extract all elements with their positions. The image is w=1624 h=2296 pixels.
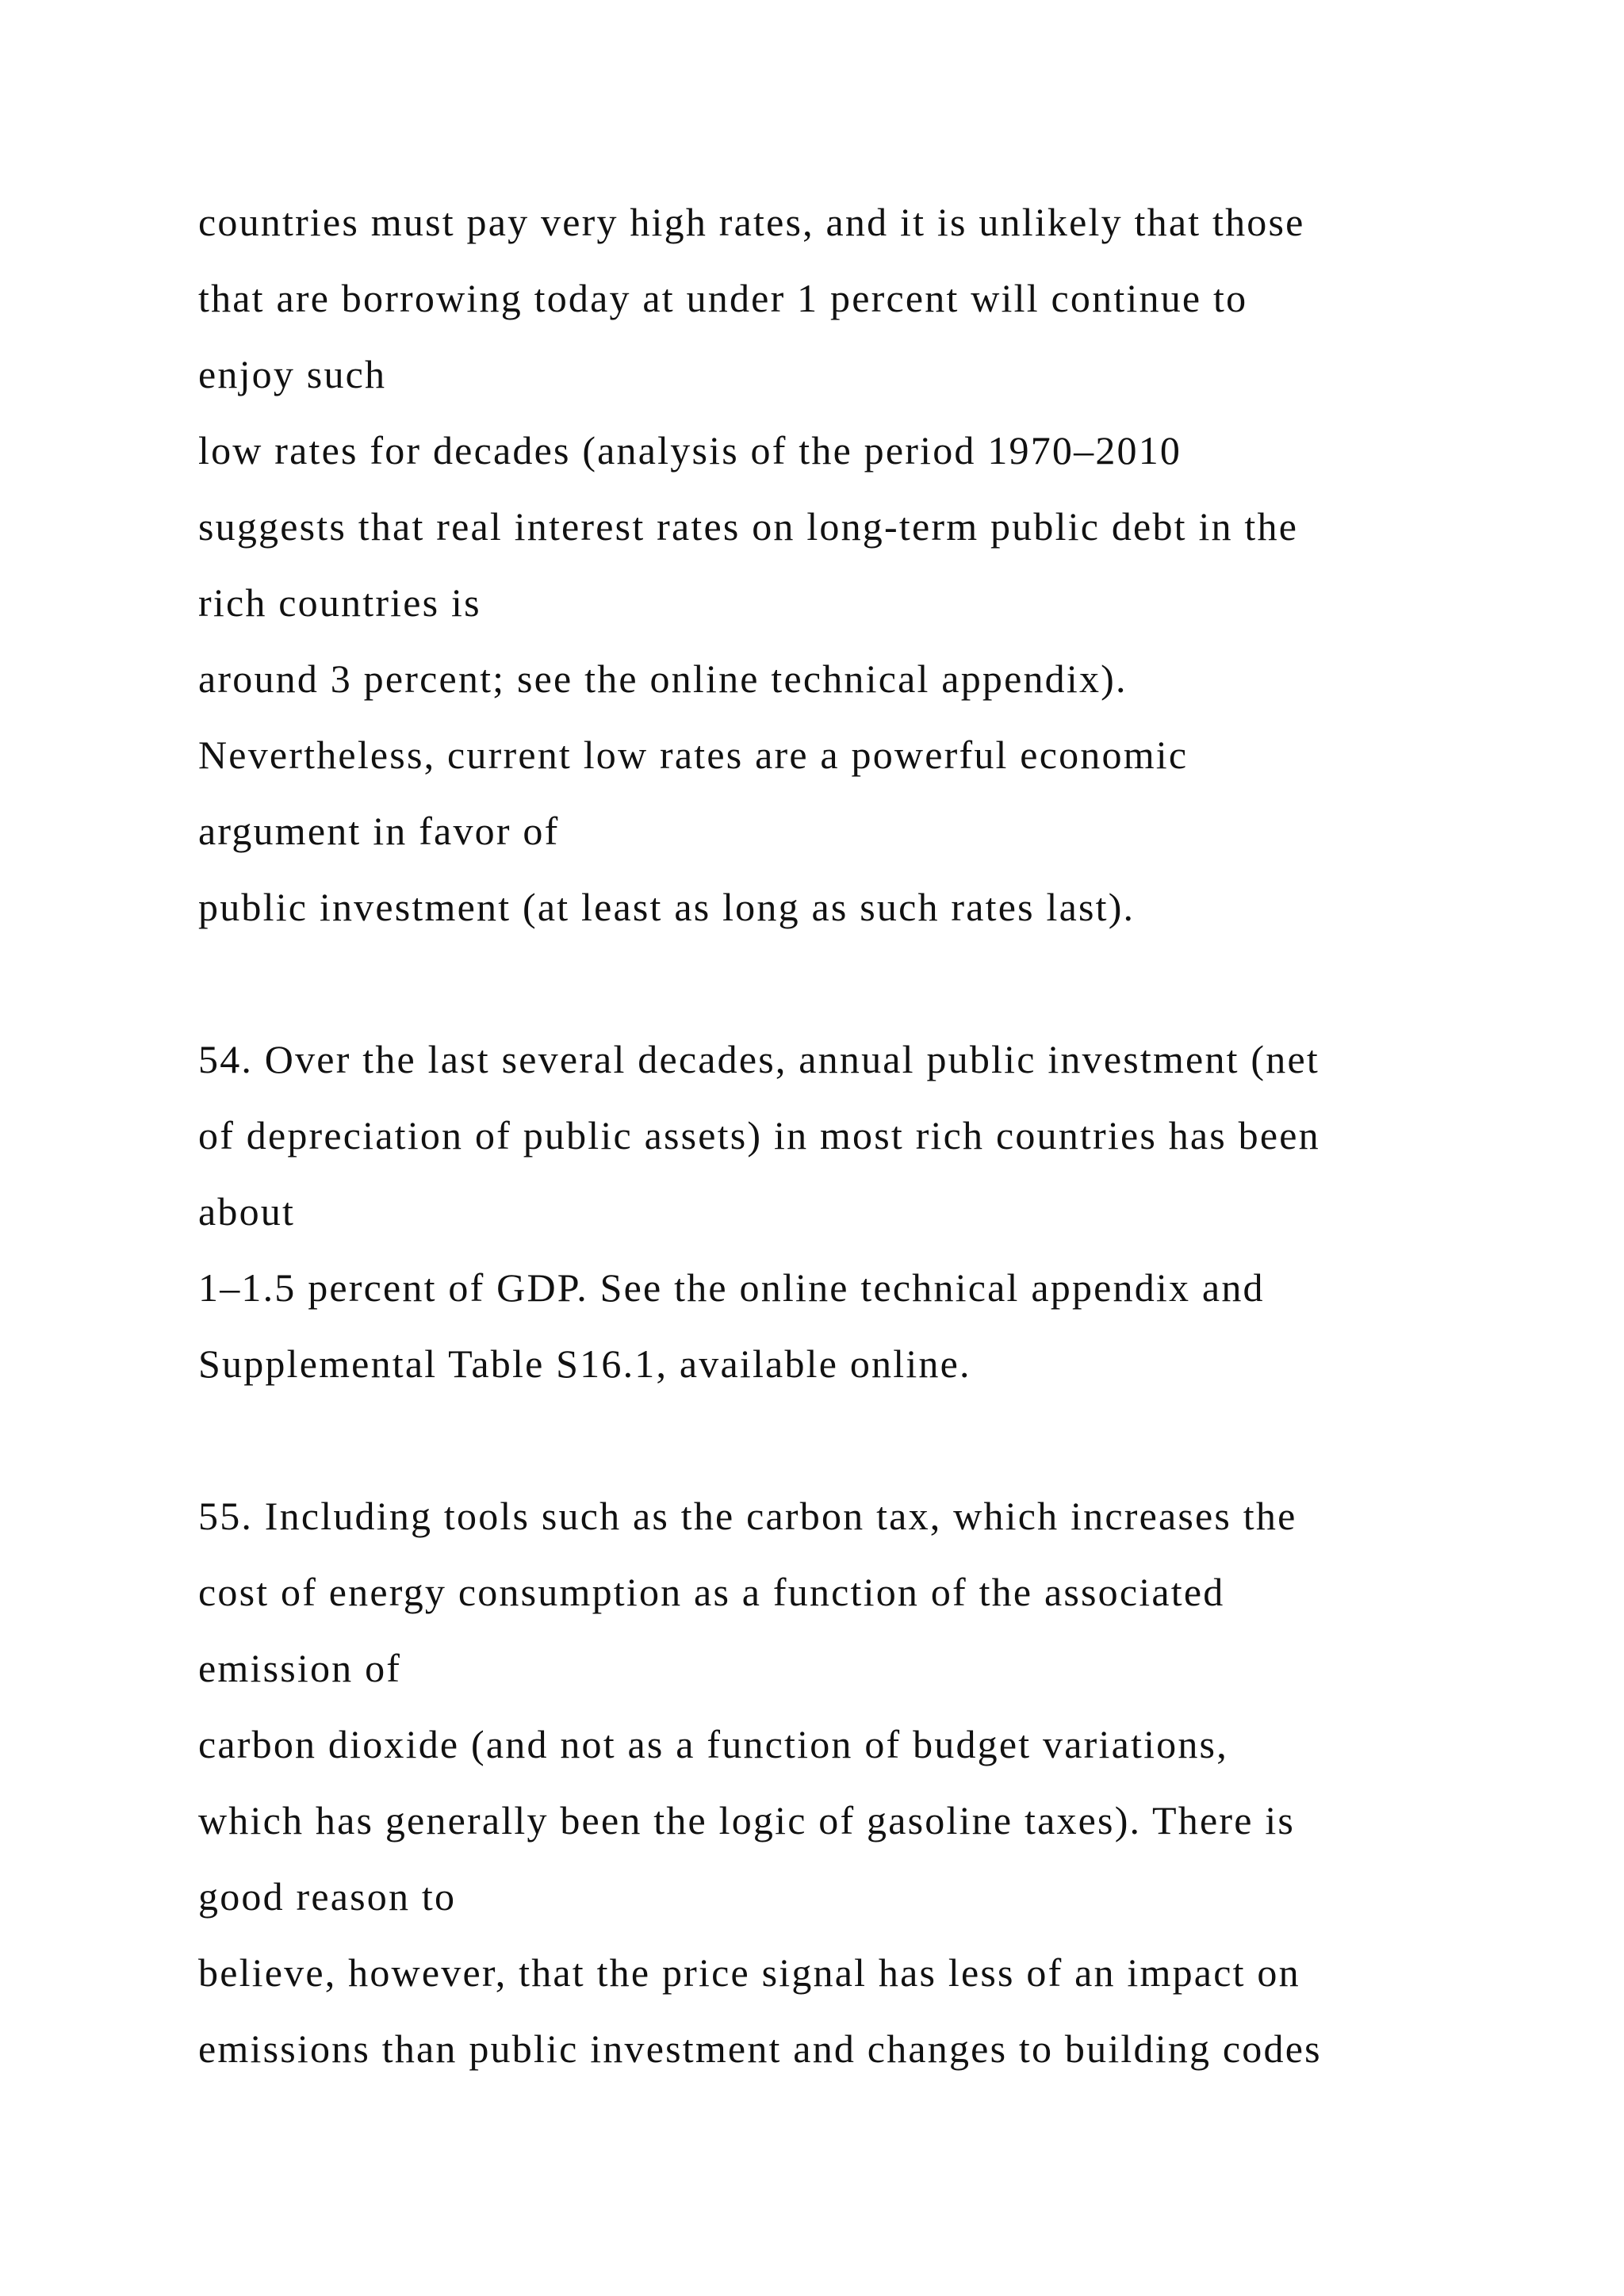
text-line: emission of: [198, 1646, 402, 1690]
text-line: about: [198, 1189, 296, 1234]
text-line: believe, however, that the price signal has less of an impact on: [198, 1950, 1300, 1995]
text-line: low rates for decades (analysis of the period 1970–2010: [198, 428, 1182, 473]
text-line: countries must pay very high rates, and it is unlikely that those: [198, 200, 1305, 244]
text-line: rich countries is: [198, 580, 481, 625]
text-line: suggests that real interest rates on long-term public debt in the: [198, 504, 1299, 549]
paragraph-gap: [198, 957, 1499, 1033]
document-page: [198, 196, 1499, 2099]
text-line: argument in favor of: [198, 809, 560, 853]
paragraph-continuation: [198, 196, 1499, 957]
text-line: around 3 percent; see the online technical appendix).: [198, 656, 1128, 701]
text-line: good reason to: [198, 1874, 457, 1919]
footnote-55: [198, 1490, 1499, 2099]
text-line: cost of energy consumption as a function of the associated: [198, 1570, 1225, 1614]
text-line: which has generally been the logic of gasoline taxes). There is: [198, 1798, 1296, 1843]
text-line: that are borrowing today at under 1 percent will continue to: [198, 276, 1248, 320]
text-line: Nevertheless, current low rates are a powerful economic: [198, 733, 1189, 777]
text-line: Supplemental Table S16.1, available online.: [198, 1341, 971, 1386]
text-line: 1–1.5 percent of GDP. See the online technical appendix and: [198, 1265, 1265, 1310]
text-line: public investment (at least as long as such rates last).: [198, 885, 1136, 929]
text-line: of depreciation of public assets) in most rich countries has been: [198, 1113, 1320, 1158]
text-line: 55. Including tools such as the carbon tax, which increases the: [198, 1494, 1297, 1538]
text-line: 54. Over the last several decades, annual public investment (net: [198, 1037, 1320, 1081]
text-line: enjoy such: [198, 352, 387, 396]
text-line: carbon dioxide (and not as a function of budget variations,: [198, 1722, 1228, 1766]
paragraph-gap: [198, 1414, 1499, 1490]
footnote-54: [198, 1033, 1499, 1414]
text-line: emissions than public investment and changes to building codes: [198, 2026, 1322, 2071]
